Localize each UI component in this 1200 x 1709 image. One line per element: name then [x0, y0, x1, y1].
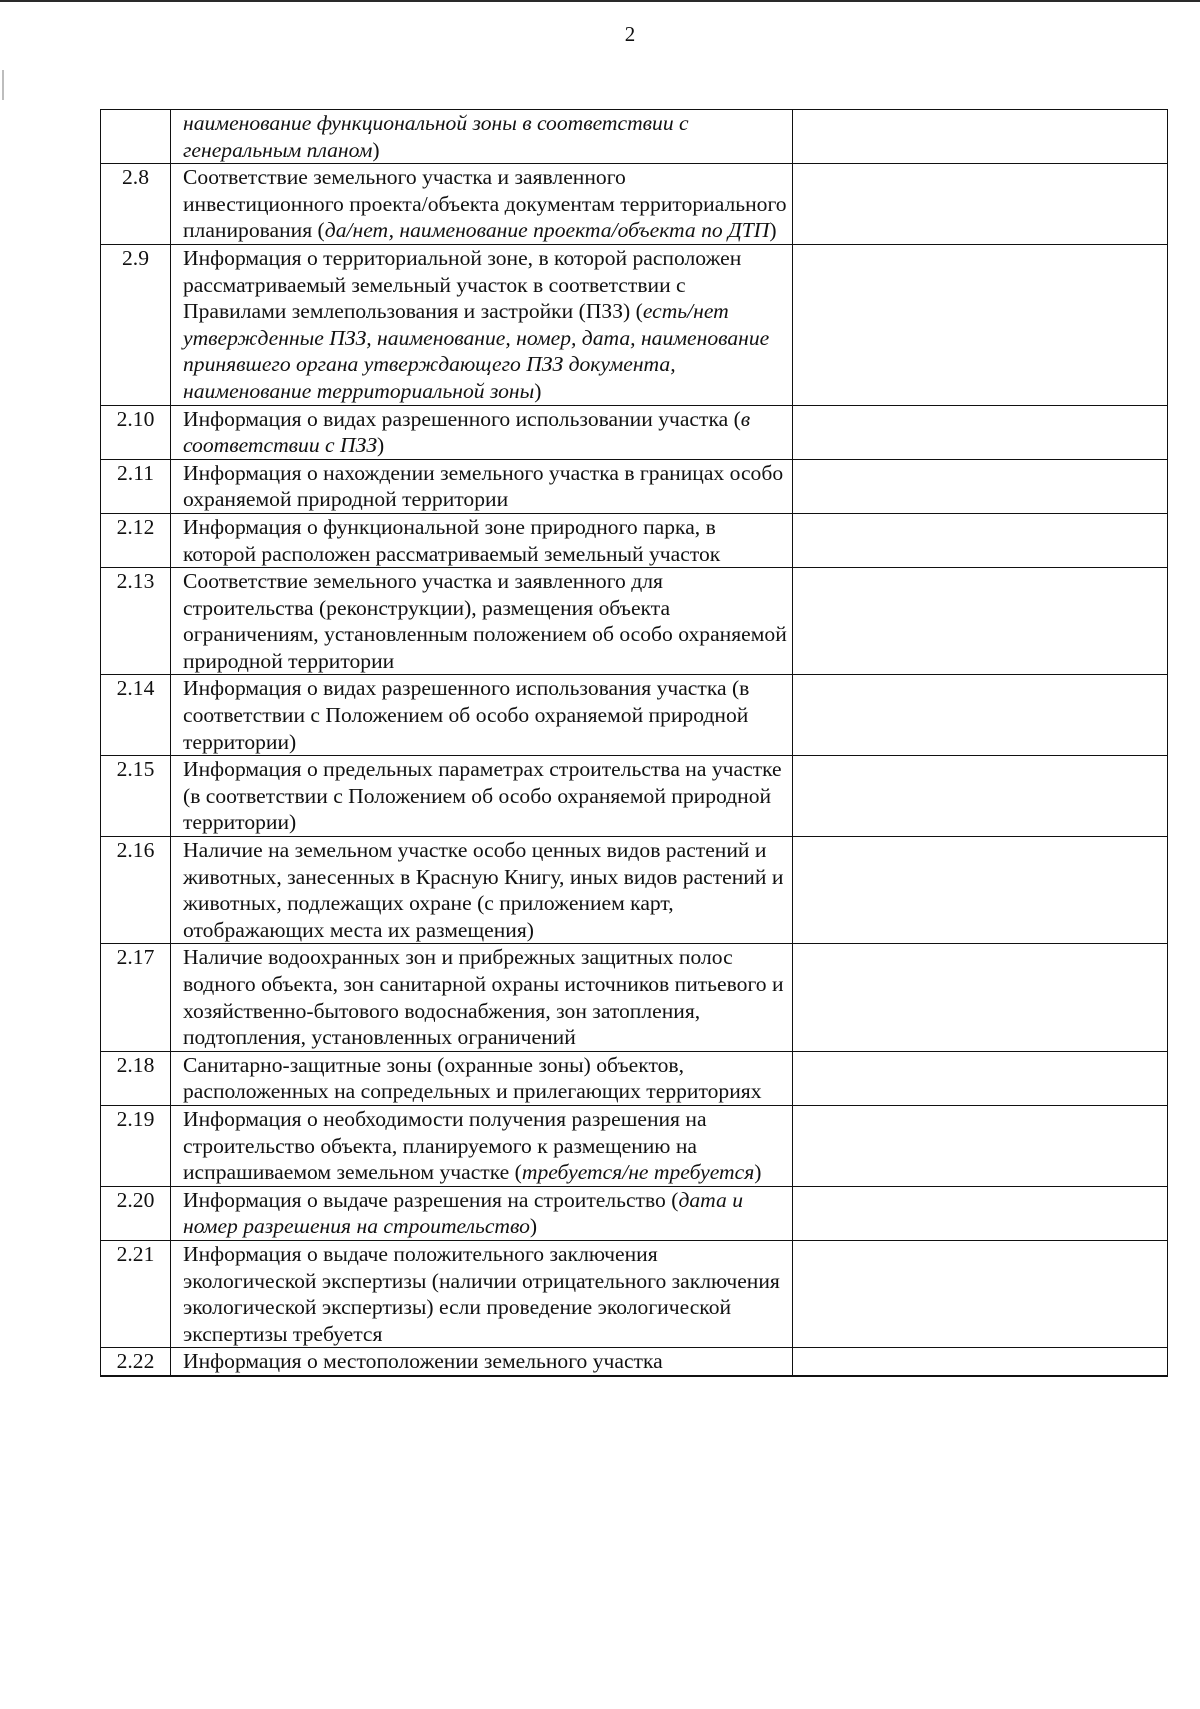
row-number-cell: 2.8 [101, 164, 171, 245]
description-text-fragment: ) [377, 433, 385, 458]
description-italic-fragment: в соответствии с ПЗЗ [183, 406, 751, 458]
row-value-cell [793, 1105, 1168, 1186]
table-row [101, 1105, 1168, 1186]
row-description-cell [171, 513, 793, 567]
row-description-cell [171, 459, 793, 513]
description-text-fragment: Наличие на земельном участке особо ценных видов растений и животных, занесенных в Красную Книгу, иных видов растений и животных, подлежащих охране (с приложением карт, отображающих места их размещения) [183, 838, 784, 942]
row-number-cell: 2.18 [101, 1051, 171, 1105]
row-number-cell: 2.19 [101, 1105, 171, 1186]
info-table-body [101, 110, 1168, 1376]
row-value-cell [793, 405, 1168, 459]
row-value-cell [793, 1240, 1168, 1347]
description-text-fragment: Информация о видах разрешенного использовании участка ( [183, 406, 741, 431]
description-text-fragment: Информация о нахождении земельного участка в границах особо охраняемой природной территории [183, 460, 784, 512]
row-value-cell [793, 459, 1168, 513]
table-row [101, 675, 1168, 756]
page-number: 2 [624, 22, 636, 46]
description-text-fragment: Информация о местоположении земельного участка [183, 1349, 663, 1374]
row-description-cell [171, 1186, 793, 1240]
row-number-cell: 2.10 [101, 405, 171, 459]
row-description-cell [171, 110, 793, 164]
row-description-cell [171, 244, 793, 405]
description-italic-fragment: наименование функциональной зоны в соответствии с генеральным планом [183, 111, 689, 162]
row-description-cell [171, 1240, 793, 1347]
row-description-cell [171, 1051, 793, 1105]
row-description-cell [171, 944, 793, 1051]
description-text-fragment: Информация о необходимости получения разрешения на строительство объекта, планируемого к размещению на испрашиваемом земельном участке ( [183, 1106, 707, 1185]
table-row [101, 837, 1168, 944]
table-row [101, 944, 1168, 1051]
description-text-fragment: Соответствие земельного участка и заявленного инвестиционного проекта/объекта документам территориального планирования ( [183, 165, 787, 243]
row-description-cell [171, 568, 793, 675]
row-value-cell [793, 110, 1168, 164]
table-row [101, 459, 1168, 513]
description-italic-fragment: дата и номер разрешения на строительство [183, 1187, 744, 1239]
table-row [101, 1348, 1168, 1376]
description-text-fragment: Соответствие земельного участка и заявленного для строительства (реконструкции), размещения объекта ограничениям, установленным положением об особо охраняемой природной территории [183, 569, 787, 673]
description-italic-fragment: требуется/не требуется [521, 1160, 755, 1185]
row-number-cell: 2.17 [101, 944, 171, 1051]
row-value-cell [793, 513, 1168, 567]
row-value-cell [793, 1348, 1168, 1376]
description-text-fragment: ) [534, 378, 542, 403]
row-value-cell [793, 837, 1168, 944]
table-row [101, 568, 1168, 675]
row-value-cell [793, 675, 1168, 756]
table-row [101, 1240, 1168, 1347]
table-row [101, 110, 1168, 164]
description-text-fragment: ) [529, 1214, 538, 1239]
table-row [101, 405, 1168, 459]
table-row [101, 1051, 1168, 1105]
table-row [101, 244, 1168, 405]
row-number-cell: 2.9 [101, 244, 171, 405]
row-value-cell [793, 1051, 1168, 1105]
description-text-fragment: Информация о функциональной зоне природного парка, в которой расположен рассматриваемый земельный участок [183, 514, 721, 566]
row-description-cell [171, 756, 793, 837]
scan-margin-mark [2, 70, 4, 100]
description-text-fragment: Информация о предельных параметрах строительства на участке (в соответствии с Положением об особо охраняемой природной территории) [183, 757, 782, 835]
row-number-cell: 2.21 [101, 1240, 171, 1347]
row-number-cell [101, 110, 171, 164]
row-value-cell [793, 568, 1168, 675]
description-text-fragment: Информация о выдаче положительного заключения экологической экспертизы (наличии отрицательного заключения экологической экспертизы) если проведение экологической экспертизы требуется [183, 1241, 780, 1346]
row-value-cell [793, 756, 1168, 837]
row-number-cell: 2.22 [101, 1348, 171, 1376]
description-text-fragment: ) [754, 1160, 762, 1185]
row-description-cell [171, 1105, 793, 1186]
table-row [101, 756, 1168, 837]
description-text-fragment: Наличие водоохранных зон и прибрежных защитных полос водного объекта, зон санитарной охраны источников питьевого и хозяйственно-бытового водоснабжения, зон затопления, подтопления, установленных ограничений [183, 945, 784, 1050]
page-top-edge [0, 0, 1200, 2]
description-text-fragment: ) [769, 218, 777, 243]
row-number-cell: 2.16 [101, 837, 171, 944]
info-table [100, 109, 1168, 1377]
table-row [101, 1186, 1168, 1240]
row-description-cell [171, 164, 793, 245]
row-value-cell [793, 944, 1168, 1051]
row-description-cell [171, 675, 793, 756]
row-description-cell [171, 1348, 793, 1376]
description-text-fragment: Информация о территориальной зоне, в которой расположен рассматриваемый земельный участок в соответствии с Правилами землепользования и застройки (ПЗЗ) ( [183, 245, 742, 324]
row-number-cell: 2.15 [101, 756, 171, 837]
description-text-fragment: Санитарно-защитные зоны (охранные зоны) объектов, расположенных на сопредельных и прилегающих территориях [183, 1052, 762, 1104]
description-italic-fragment: да/нет, наименование проекта/объекта по ДТП [324, 218, 770, 243]
description-text-fragment: Информация о видах разрешенного использования участка (в соответствии с Положением об особо охраняемой природной территории) [183, 676, 750, 754]
table-row [101, 164, 1168, 245]
row-value-cell [793, 164, 1168, 245]
row-description-cell [171, 837, 793, 944]
description-italic-fragment: есть/нет утвержденные ПЗЗ, наименование, номер, дата, наименование принявшего органа утверждающего ПЗЗ документа, наименование территориальной зоны [183, 299, 770, 403]
description-text-fragment: Информация о выдаче разрешения на строительство ( [183, 1187, 679, 1212]
row-number-cell: 2.14 [101, 675, 171, 756]
row-value-cell [793, 1186, 1168, 1240]
row-number-cell: 2.13 [101, 568, 171, 675]
table-row [101, 513, 1168, 567]
row-description-cell [171, 405, 793, 459]
row-number-cell: 2.12 [101, 513, 171, 567]
description-text-fragment: ) [372, 137, 380, 162]
row-number-cell: 2.11 [101, 459, 171, 513]
row-number-cell: 2.20 [101, 1186, 171, 1240]
row-value-cell [793, 244, 1168, 405]
